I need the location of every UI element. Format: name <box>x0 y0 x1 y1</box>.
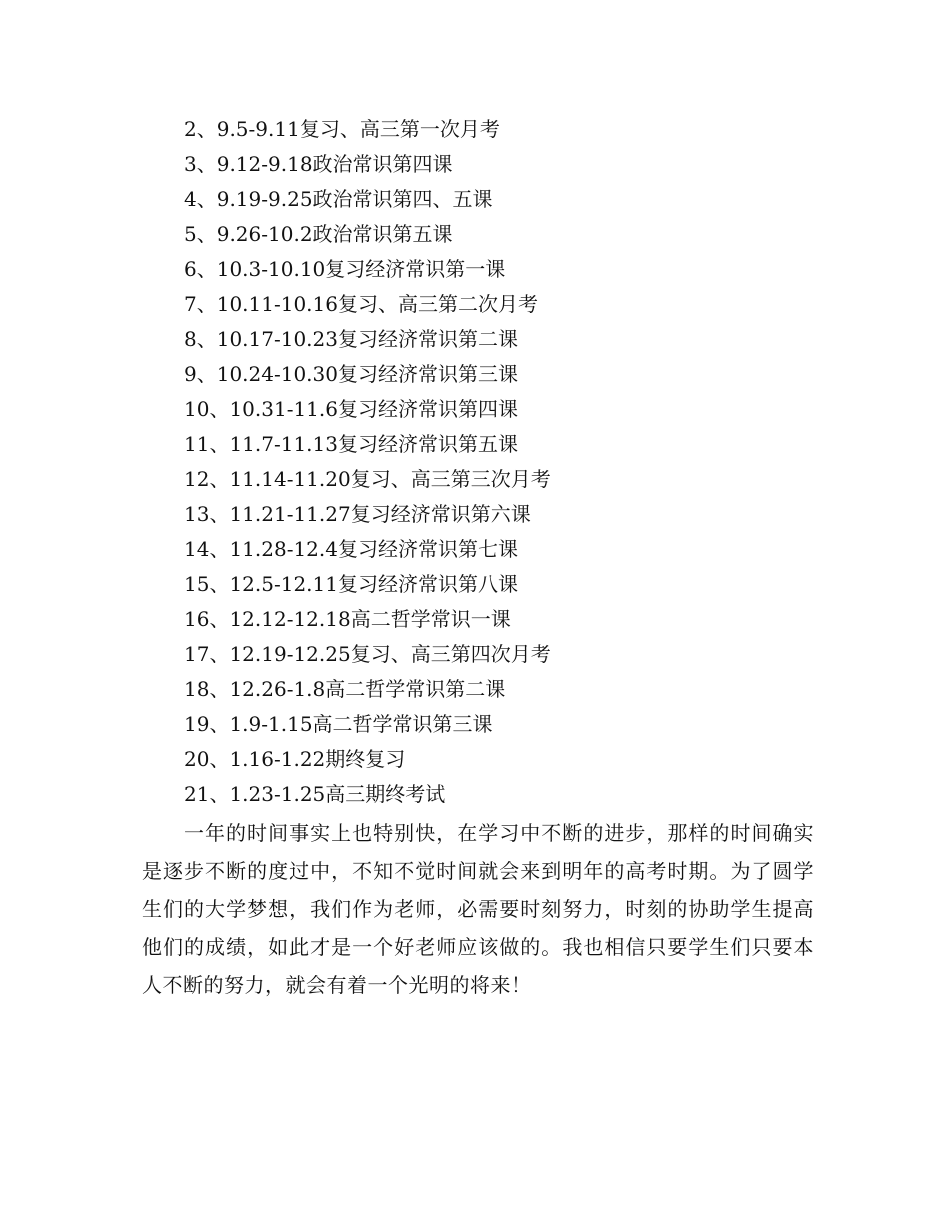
schedule-item: 19、1.9-1.15高二哲学常识第三课 <box>184 712 493 736</box>
schedule-item: 10、10.31-11.6复习经济常识第四课 <box>184 397 518 421</box>
schedule-item: 5、9.26-10.2政治常识第五课 <box>184 222 453 246</box>
schedule-item: 17、12.19-12.25复习、高三第四次月考 <box>184 642 551 666</box>
schedule-item: 13、11.21-11.27复习经济常识第六课 <box>184 502 531 526</box>
schedule-item: 6、10.3-10.10复习经济常识第一课 <box>184 257 506 281</box>
schedule-item: 7、10.11-10.16复习、高三第二次月考 <box>184 292 538 316</box>
schedule-item: 20、1.16-1.22期终复习 <box>184 747 406 771</box>
schedule-item: 21、1.23-1.25高三期终考试 <box>184 782 446 806</box>
schedule-item: 8、10.17-10.23复习经济常识第二课 <box>184 327 518 351</box>
schedule-item: 11、11.7-11.13复习经济常识第五课 <box>184 432 518 456</box>
schedule-item: 16、12.12-12.18高二哲学常识一课 <box>184 607 511 631</box>
schedule-item: 14、11.28-12.4复习经济常识第七课 <box>184 537 518 561</box>
schedule-item: 2、9.5-9.11复习、高三第一次月考 <box>184 117 500 141</box>
schedule-item: 18、12.26-1.8高二哲学常识第二课 <box>184 677 506 701</box>
schedule-item: 9、10.24-10.30复习经济常识第三课 <box>184 362 518 386</box>
weekly-schedule-list <box>142 112 822 812</box>
closing-paragraph: 一年的时间事实上也特别快，在学习中不断的进步，那样的时间确实是逐步不断的度过中，不知不觉时间就会来到明年的高考时期。为了圆学生们的大学梦想，我们作为老师，必需要时刻努力，时刻的协助学生提高他们的成绩，如此才是一个好老师应该做的。我也相信只要学生们只要本人不断的努力，就会有着一个光明的将来！ <box>142 821 814 997</box>
schedule-item: 12、11.14-11.20复习、高三第三次月考 <box>184 467 551 491</box>
schedule-item: 15、12.5-12.11复习经济常识第八课 <box>184 572 518 596</box>
schedule-item: 3、9.12-9.18政治常识第四课 <box>184 152 453 176</box>
schedule-item: 4、9.19-9.25政治常识第四、五课 <box>184 187 493 211</box>
